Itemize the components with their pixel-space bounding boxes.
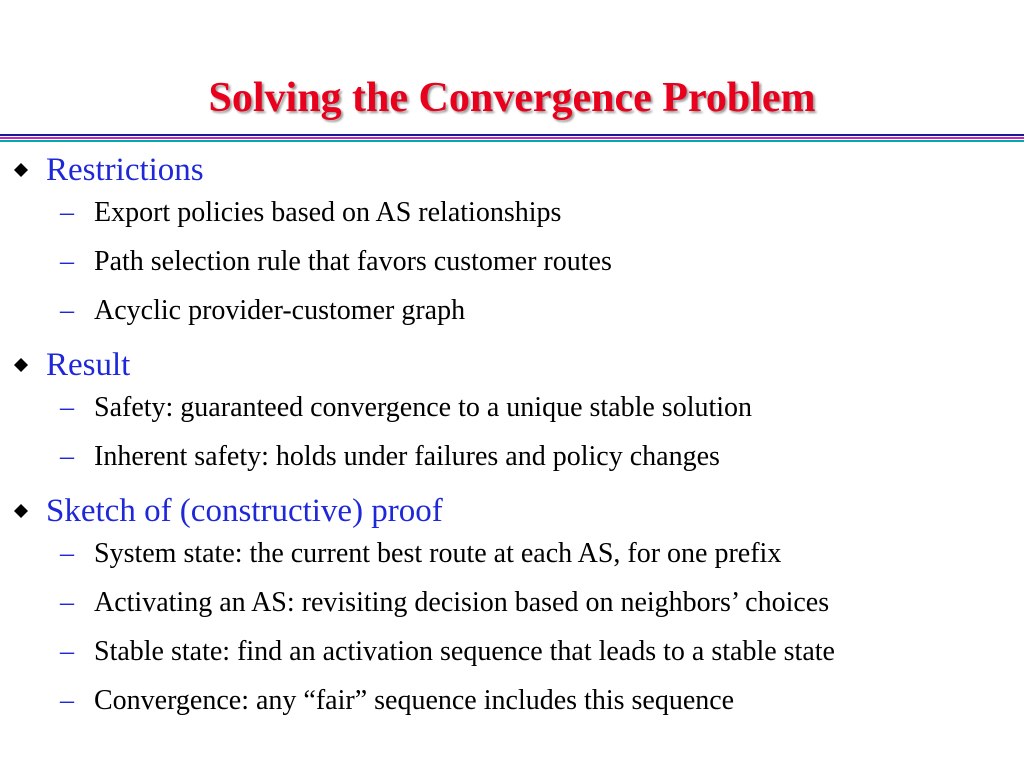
list-item [60,586,829,620]
diamond-icon [14,163,28,177]
list-item-text: Inherent safety: holds under failures and policy changes [94,441,720,472]
list-item [60,537,781,571]
dash-marker: – [60,685,74,716]
dash-marker: – [60,295,74,326]
diamond-icon [14,358,28,372]
list-item-text: Safety: guaranteed convergence to a unique stable solution [94,392,753,423]
list-item-text: Activating an AS: revisiting decision based on neighbors’ choices [94,587,830,618]
dash-marker: – [60,636,74,667]
section-heading-label: Restrictions [46,152,204,188]
dash-marker: – [60,441,74,472]
list-item-text: Convergence: any “fair” sequence includes this sequence [94,685,735,716]
list-item [60,294,465,328]
list-item [60,391,752,425]
list-item-text: Path selection rule that favors customer routes [94,246,612,277]
dash-marker: – [60,392,74,423]
list-item [60,684,734,718]
list-item-text: Acyclic provider-customer graph [94,295,466,326]
dash-marker: – [60,197,74,228]
list-item [60,440,720,474]
list-item-text: System state: the current best route at each AS, for one prefix [94,538,782,569]
slide-title: Solving the Convergence Problem [208,75,816,121]
section-heading-restrictions [12,150,204,190]
list-item [60,196,561,230]
section-heading-label: Sketch of (constructive) proof [46,493,443,529]
dash-marker: – [60,538,74,569]
dash-marker: – [60,587,74,618]
section-heading-result [12,345,130,385]
list-item [60,635,835,669]
list-item-text: Stable state: find an activation sequence that leads to a stable state [94,636,835,667]
diamond-icon [14,504,28,518]
section-heading-proof-sketch [12,491,443,531]
list-item-text: Export policies based on AS relationships [94,197,562,228]
section-heading-label: Result [46,347,131,383]
dash-marker: – [60,246,74,277]
list-item [60,245,612,279]
